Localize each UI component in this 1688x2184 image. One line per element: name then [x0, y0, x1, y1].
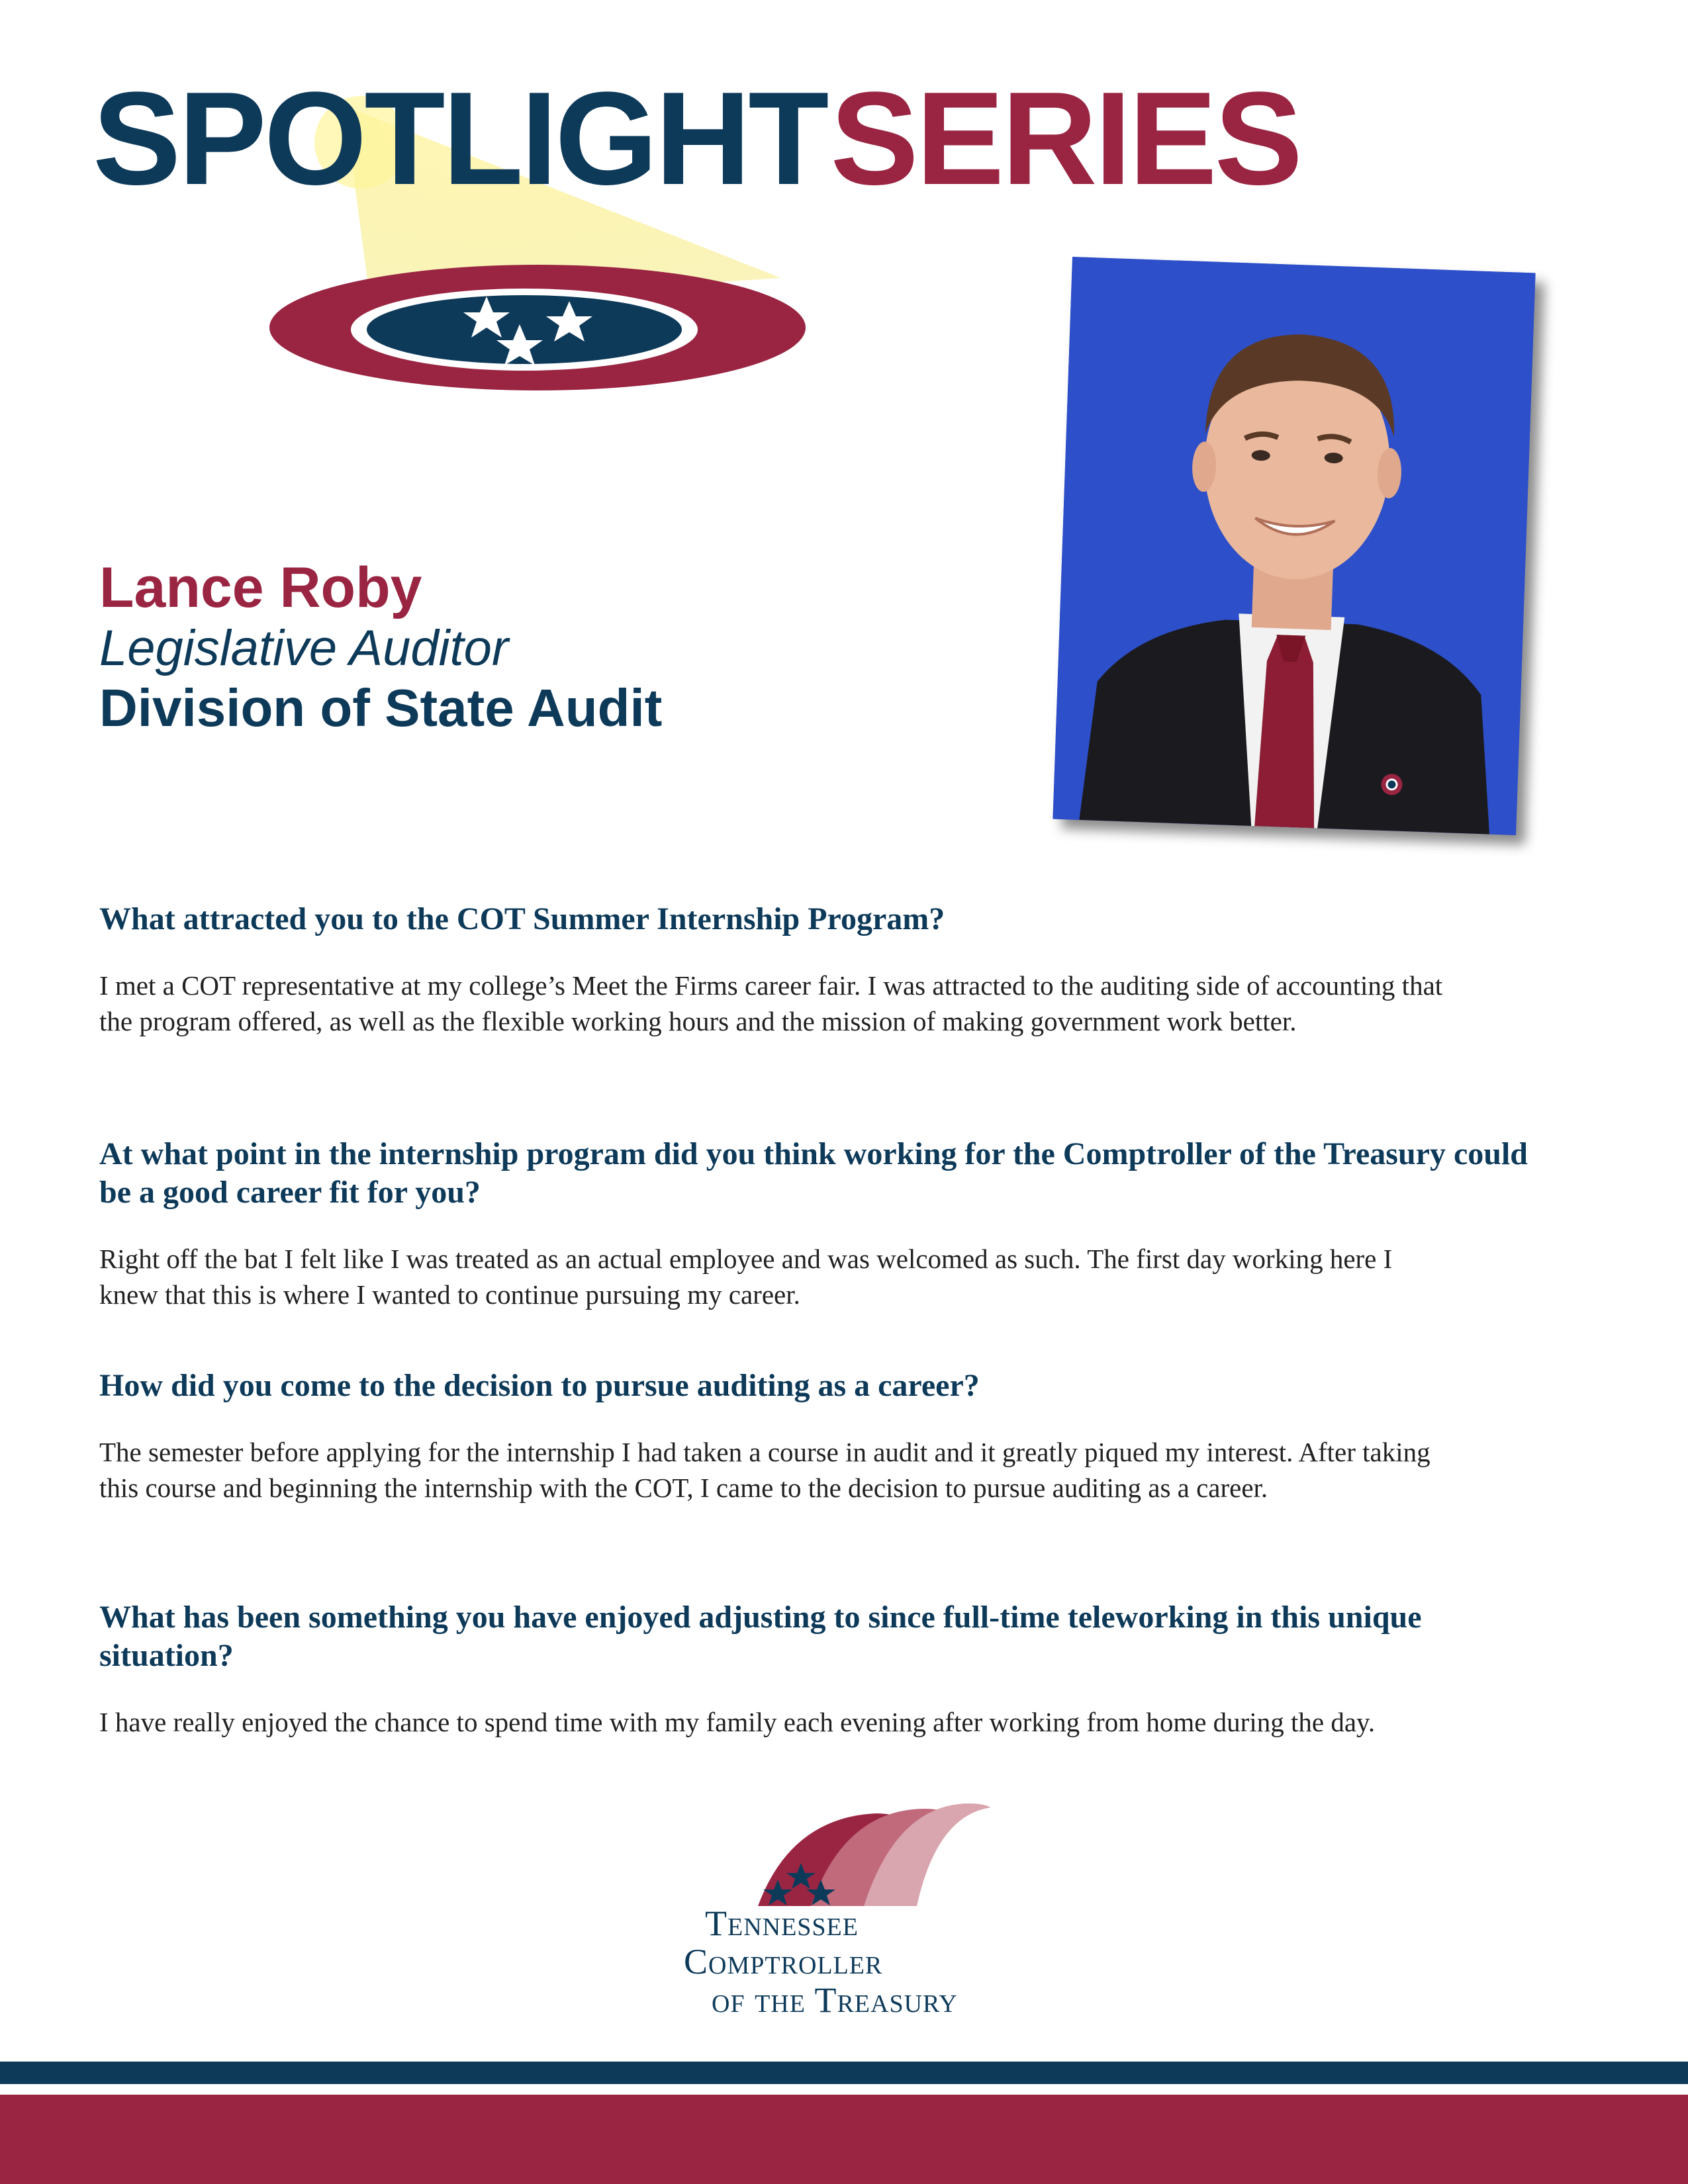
masthead-word-series: SERIES	[830, 65, 1301, 212]
tennessee-tristar-icon	[269, 265, 806, 390]
answer-2: Right off the bat I felt like I was treated as an actual employee and was welcomed as such. The first day working here I knew that this is where I wanted to continue pursuing my career.	[99, 1244, 1393, 1310]
masthead-word-spotlight: SPOTLIGHT	[93, 65, 827, 212]
question-3: How did you come to the decision to pursue auditing as a career?	[99, 1368, 980, 1403]
logo-arcs-icon	[679, 1797, 1009, 1909]
logo-line-comptroller: Comptroller	[684, 1942, 883, 1981]
profile-division: Division of State Audit	[99, 678, 663, 737]
qa-item-3	[99, 1367, 1542, 1506]
logo-line-treasury: of the Treasury	[712, 1980, 958, 2020]
profile-name: Lance Roby	[99, 556, 422, 619]
footer-bar-red	[0, 2095, 1688, 2184]
question-1: What attracted you to the COT Summer Internship Program?	[99, 901, 945, 936]
logo-line-tennessee: Tennessee	[705, 1903, 859, 1943]
profile-photo	[1053, 257, 1535, 835]
qa-item-4	[99, 1598, 1542, 1740]
answer-1: I met a COT representative at my college’s Meet the Firms career fair. I was attracted to the auditing side of accounting that the program offered, as well as the flexible working hours and the mission of making government work better.	[99, 970, 1443, 1036]
spotlight-series-masthead	[93, 65, 1301, 212]
question-4: What has been something you have enjoyed adjusting to since full-time teleworking in this unique situation?	[99, 1600, 1422, 1673]
comptroller-logo	[679, 1797, 1009, 2022]
qa-item-1	[99, 900, 1542, 1039]
answer-3: The semester before applying for the internship I had taken a course in audit and it greatly piqued my interest. After taking this course and beginning the internship with the COT, I came to the decision to pursue auditing as a career.	[99, 1437, 1430, 1503]
qa-item-2	[99, 1135, 1542, 1312]
footer-bar-navy	[0, 2062, 1688, 2084]
portrait-illustration	[1053, 257, 1535, 835]
profile-title: Legislative Auditor	[99, 620, 509, 676]
question-2: At what point in the internship program did you think working for the Comptroller of the Treasury could be a good career fit for you?	[99, 1136, 1528, 1210]
answer-4: I have really enjoyed the chance to spend time with my family each evening after working from home during the day.	[99, 1707, 1376, 1737]
